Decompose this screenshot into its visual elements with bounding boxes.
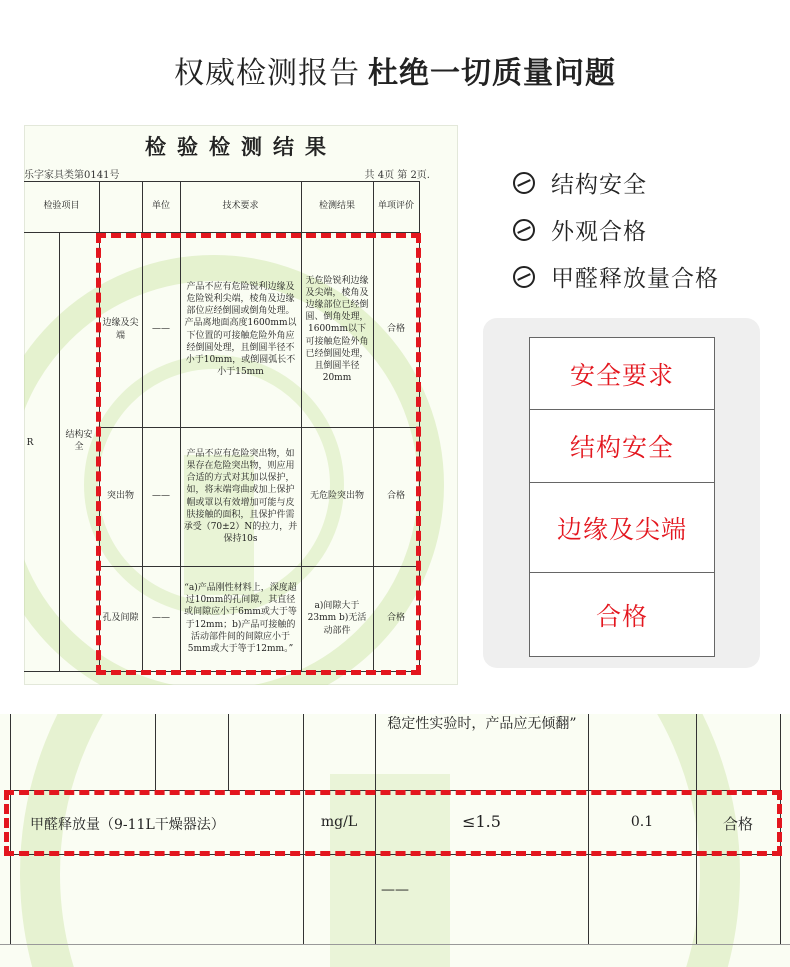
row-verdict: 合格 <box>386 491 405 502</box>
row-unit: —— <box>152 324 170 335</box>
header-unit: 单位 <box>151 201 170 212</box>
row-item: 突出物 <box>106 491 134 502</box>
empty-dash: —— <box>381 882 409 898</box>
callout-box-structure: 结构安全 <box>529 409 715 483</box>
headline-regular: 权威检测报告 <box>174 56 360 91</box>
highlight-dashed-box <box>96 233 421 675</box>
legend-label: 结构安全 <box>551 172 647 198</box>
header-result: 检测结果 <box>318 201 355 212</box>
formaldehyde-requirement: ≤1.5 <box>462 812 501 831</box>
header-item: 检验项目 <box>43 201 80 212</box>
highlight-dashed-box <box>4 790 782 856</box>
left-marker: R <box>26 437 34 448</box>
slash-circle-icon <box>513 172 535 194</box>
report-number: 乐字家具类第0141号 <box>24 170 120 181</box>
row-unit: —— <box>152 491 170 502</box>
legend-label: 甲醛释放量合格 <box>551 266 719 292</box>
row-verdict: 合格 <box>386 324 405 335</box>
page-headline <box>0 48 790 92</box>
group-label: 结构安全 <box>65 429 93 452</box>
slash-circle-icon <box>513 266 535 288</box>
stability-note: 稳定性实验时，产品应无倾翻” <box>387 716 577 732</box>
legend-item <box>513 260 719 293</box>
row-requirement: “a)产品刚性材料上，深度超过10mm的孔间隙，其直径或间隙应小于6mm或大于等于12mm；b)产品可接触的活动部件间的间隙应小于5mm或大于等于12mm。” <box>184 583 297 654</box>
row-result: 无危险锐利边缘及尖端，棱角及边缘部位已经倒圆、倒角处理，1600mm以下可接触危险外角已经倒圆处理，且倒圆半径20mm <box>305 275 369 383</box>
slash-circle-icon <box>513 219 535 241</box>
row-result: a)间隙大于23mm b)无活动部件 <box>307 601 367 636</box>
callout-box-safety: 安全要求 <box>529 337 715 410</box>
report-page: 共 4页 第 2页. <box>364 170 430 181</box>
legend-label: 外观合格 <box>551 219 647 245</box>
legend-item <box>513 166 647 199</box>
inspection-report-image <box>24 125 458 685</box>
formaldehyde-item: 甲醛释放量（9-11L干燥器法） <box>30 817 225 833</box>
header-requirement: 技术要求 <box>222 201 259 212</box>
formaldehyde-verdict: 合格 <box>722 815 753 833</box>
row-requirement: 产品不应有危险锐利边缘及危险锐利尖端，棱角及边缘部位应经倒圆或倒角处理。产品离地面高度1600mm以下位置的可接触危险外角应经倒圆处理，且倒圆半径不小于10mm，或倒圆弧长不小于15mm <box>184 281 297 377</box>
callout-box-verdict: 合格 <box>529 572 715 657</box>
legend-item <box>513 213 647 246</box>
headline-bold: 杜绝一切质量问题 <box>368 56 616 91</box>
formaldehyde-unit: mg/L <box>320 814 358 830</box>
row-unit: —— <box>152 613 170 624</box>
callout-box-edges: 边缘及尖端 <box>529 482 715 573</box>
row-requirement: 产品不应有危险突出物，如果存在危险突出物，则应用合适的方式对其加以保护，如，将末端弯曲或加上保护帽或罩以有效增加可能与皮肤接触的面积，且保护件需承受（70±2）N的拉力，并保持10s <box>183 448 298 544</box>
row-item: 孔及间隙 <box>102 613 139 624</box>
header-verdict: 单项评价 <box>377 201 414 212</box>
row-item: 边缘及尖端 <box>102 318 139 341</box>
row-verdict: 合格 <box>386 613 405 624</box>
row-result: 无危险突出物 <box>309 491 364 502</box>
formaldehyde-report-image <box>0 714 790 967</box>
report-title: 检验检测结果 <box>145 134 337 159</box>
formaldehyde-result: 0.1 <box>630 814 654 830</box>
